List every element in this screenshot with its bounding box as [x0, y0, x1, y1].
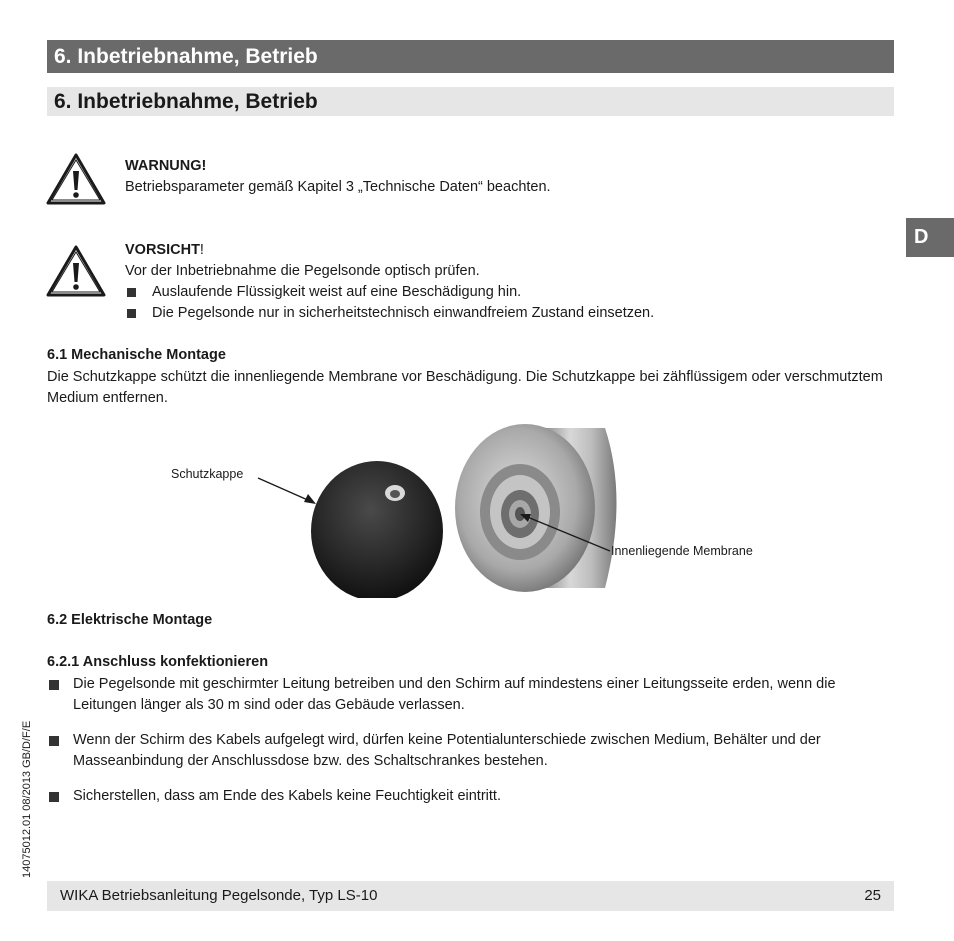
- list-item: Sicherstellen, dass am Ende des Kabels keine Feuchtigkeit eintritt.: [47, 786, 894, 807]
- footer-text: WIKA Betriebsanleitung Pegelsonde, Typ LS-10: [60, 887, 378, 904]
- chapter-title: 6. Inbetriebnahme, Betrieb: [54, 45, 318, 68]
- list-item: Wenn der Schirm des Kabels aufgelegt wird, dürfen keine Potentialunterschiede zwischen Medium, Behälter und der Masseanbindung der Anschlussdose bzw. des Schaltschrankes bestehen.: [47, 730, 894, 772]
- chapter-title-bar: [47, 40, 894, 73]
- caution-triangle-icon: [46, 245, 106, 297]
- page-footer: [47, 881, 894, 911]
- bullet-square-icon: [49, 736, 59, 746]
- section-6-2-1-heading: 6.2.1 Anschluss konfektionieren: [47, 654, 269, 670]
- bullet-square-icon: [127, 309, 136, 318]
- bullet-square-icon: [49, 792, 59, 802]
- list-item: Die Pegelsonde mit geschirmter Leitung betreiben und den Schirm auf mindestens einer Leitungsseite erden, wenn die Leitungen länger als 30 m sind oder das Gebäude verlassen.: [47, 674, 894, 716]
- caution-text: Vor der Inbetriebnahme die Pegelsonde optisch prüfen.: [125, 263, 480, 279]
- bullet-square-icon: [49, 680, 59, 690]
- page-number: 25: [864, 887, 881, 904]
- caution-bullet: Auslaufende Flüssigkeit weist auf eine Beschädigung hin.: [125, 282, 654, 303]
- caution-title: VORSICHT: [125, 242, 200, 258]
- section-title-bar: [47, 87, 894, 116]
- warning-triangle-icon: [46, 153, 106, 205]
- document-code: 14075012.01 08/2013 GB/D/F/E: [21, 720, 33, 878]
- section-title: 6. Inbetriebnahme, Betrieb: [54, 90, 318, 113]
- section-6-1-heading: 6.1 Mechanische Montage: [47, 347, 226, 363]
- product-figure: [150, 418, 790, 598]
- connection-bullet-list: [47, 674, 894, 807]
- caution-notice: [125, 240, 654, 324]
- bullet-square-icon: [127, 288, 136, 297]
- section-6-2-heading: 6.2 Elektrische Montage: [47, 612, 213, 628]
- caution-title-suffix: !: [199, 242, 204, 258]
- caution-bullet: Die Pegelsonde nur in sicherheitstechnisch einwandfreiem Zustand einsetzen.: [125, 303, 654, 324]
- language-tab-label: D: [914, 226, 929, 248]
- warning-title: WARNUNG!: [125, 158, 207, 174]
- warning-text: Betriebsparameter gemäß Kapitel 3 „Technische Daten“ beachten.: [125, 179, 551, 195]
- section-6-1-text: Die Schutzkappe schützt die innenliegende Membrane vor Beschädigung. Die Schutzkappe bei zähflüssigem oder verschmutztem Medium entfernen.: [47, 369, 883, 406]
- cap-label: Schutzkappe: [171, 467, 244, 481]
- membrane-label: Innenliegende Membrane: [611, 544, 753, 558]
- warning-notice: [125, 156, 551, 198]
- level-probe-photo: [150, 418, 790, 598]
- language-tab: [906, 218, 954, 257]
